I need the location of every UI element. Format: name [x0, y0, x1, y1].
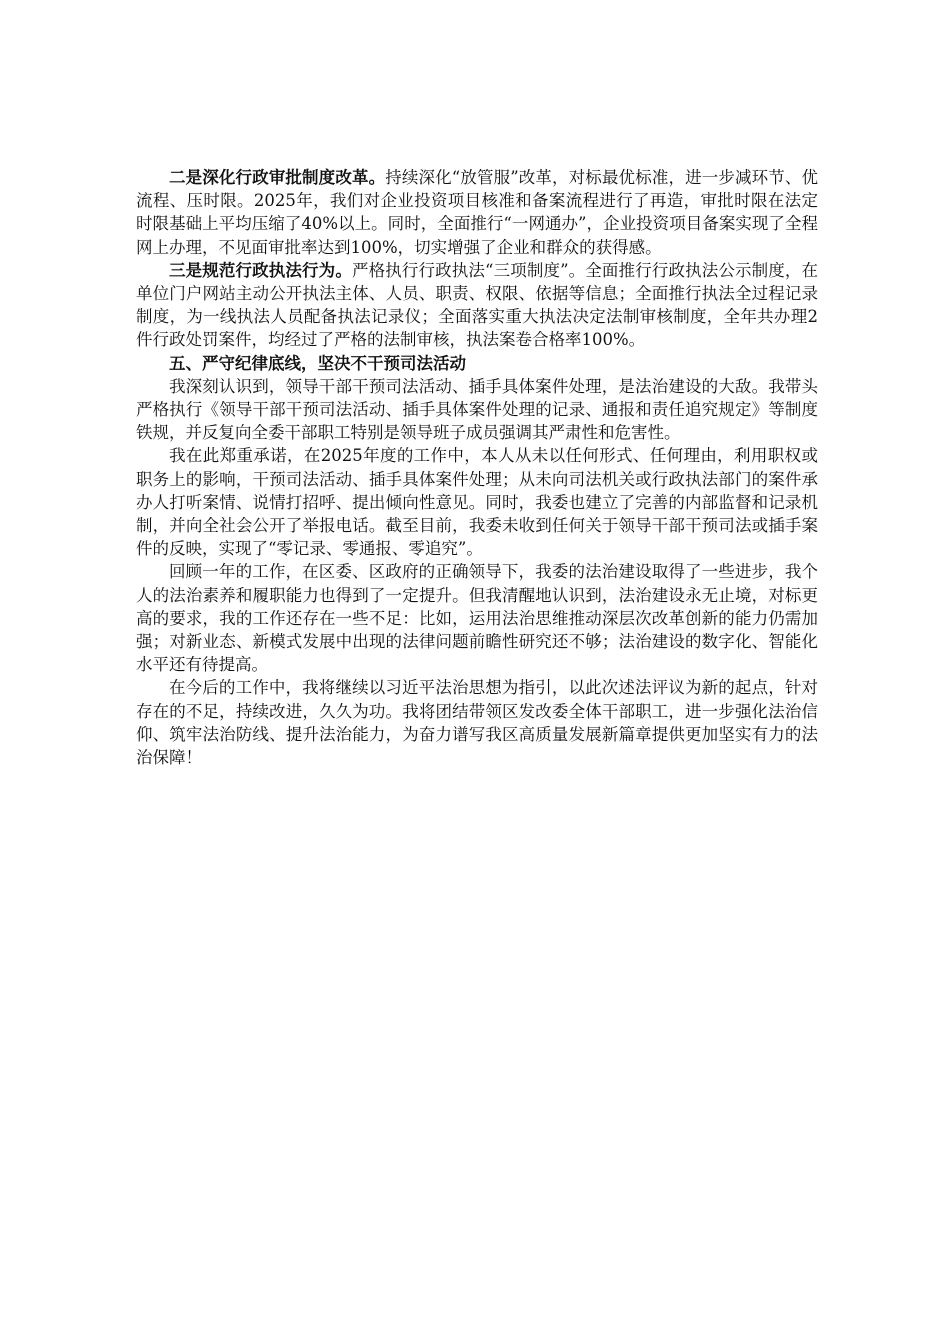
paragraph-commitment: 我在此郑重承诺，在2025年度的工作中，本人从未以任何形式、任何理由，利用职权或职务上的影响，干预司法活动、插手具体案件处理；从未向司法机关或行政执法部门的案件承办人打听案情、说情打招呼、提出倾向性意见。同时，我委也建立了完善的内部监督和记录机制，并向全社会公开了举报电话。截至目前，我委未收到任何关于领导干部干预司法或插手案件的反映，实现了“零记录、零通报、零追究”。	[136, 446, 818, 559]
paragraph-awareness: 我深刻认识到，领导干部干预司法活动、插手具体案件处理，是法治建设的大敌。我带头严格执行《领导干部干预司法活动、插手具体案件处理的记录、通报和责任追究规定》等制度铁规，并反复向全委干部职工特别是领导班子成员强调其严肃性和危害性。	[136, 376, 818, 443]
paragraph-lead: 二是深化行政审批制度改革。	[169, 168, 386, 187]
document-page	[136, 166, 818, 769]
paragraph-text: 严格执行行政执法“三项制度”。全面推行行政执法公示制度，在单位门户网站主动公开执法主体、人员、职责、权限、依据等信息；全面推行执法全过程记录制度，为一线执法人员配备执法记录仪；全面落实重大执法决定法制审核制度，全年共办理2件行政处罚案件，均经过了严格的法制审核，执法案卷合格率100%。	[136, 260, 819, 350]
paragraph-future-work: 在今后的工作中，我将继续以习近平法治思想为指引，以此次述法评议为新的起点，针对存在的不足，持续改进，久久为功。我将团结带领区发改委全体干部职工，进一步强化法治信仰、筑牢法治防线、提升法治能力，为奋力谱写我区高质量发展新篇章提供更加坚实有力的法治保障！	[136, 678, 818, 768]
paragraph-lead: 三是规范行政执法行为。	[169, 260, 352, 280]
paragraph-approval-reform	[136, 166, 818, 259]
section-heading: 五、严守纪律底线，坚决不干预司法活动	[169, 353, 466, 373]
paragraph-review: 回顾一年的工作，在区委、区政府的正确领导下，我委的法治建设取得了一些进步，我个人的法治素养和履职能力也得到了一定提升。但我清醒地认识到，法治建设永无止境，对标更高的要求，我的工作还存在一些不足：比如，运用法治思维推动深层次改革创新的能力仍需加强；对新业态、新模式发展中出现的法律问题前瞻性研究还不够；法治建设的数字化、智能化水平还有待提高。	[136, 562, 818, 675]
paragraph-law-enforcement	[136, 259, 818, 352]
paragraph-text: 持续深化“放管服”改革，对标最优标准，进一步减环节、优流程、压时限。2025年，我们对企业投资项目核准和备案流程进行了再造，审批时限在法定时限基础上平均压缩了40%以上。同时，全面推行“一网通办”，企业投资项目备案实现了全程网上办理，不见面审批率达到100%，切实增强了企业和群众的获得感。	[136, 168, 819, 257]
